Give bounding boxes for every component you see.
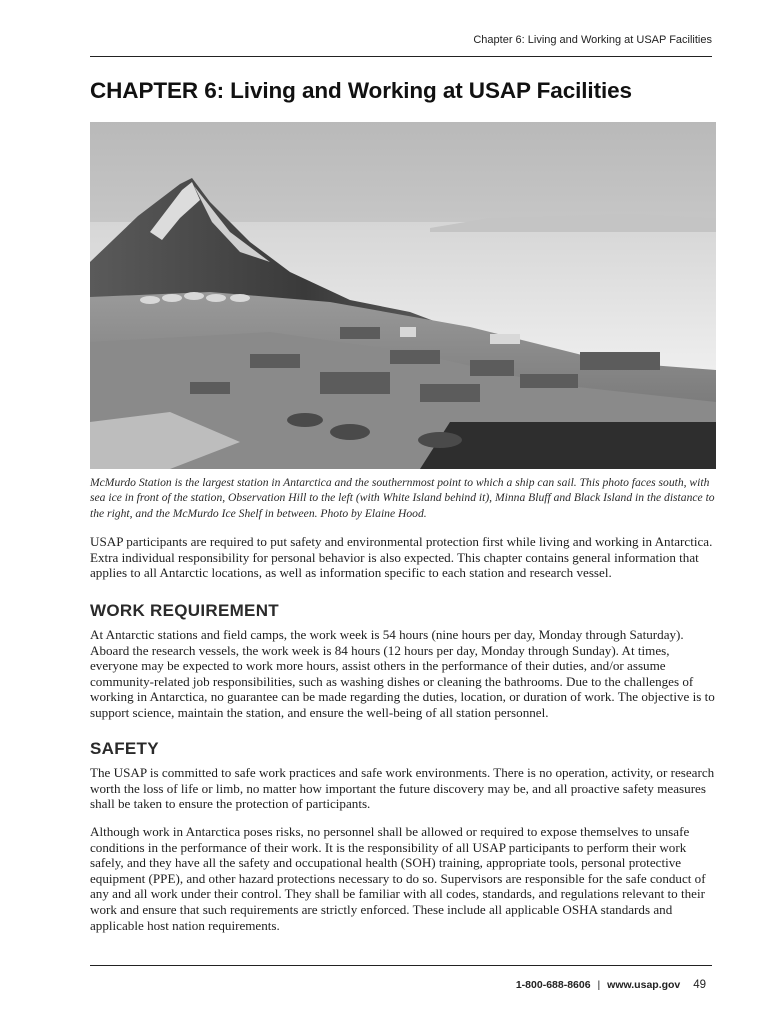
running-head: Chapter 6: Living and Working at USAP Facilities — [473, 34, 712, 46]
section-heading-work-requirement: WORK REQUIREMENT — [90, 601, 279, 620]
footer-rule — [90, 965, 712, 966]
safety-paragraph-1: The USAP is committed to safe work practices and safe work environments. There is no operation, activity, or research worth the loss of life or limb, no matter how important the future discovery may be, and all proactive safety measures shall be taken to ensure the protection of participants. — [90, 765, 715, 812]
intro-paragraph: USAP participants are required to put safety and environmental protection first while living and working in Antarctica. Extra individual responsibility for personal behavior is also expected. This chapter contains general information that applies to all Antarctic locations, as well as information specific to each station and research vessel. — [90, 534, 713, 581]
footer-separator: | — [597, 979, 601, 991]
safety-paragraph-2: Although work in Antarctica poses risks, no personnel shall be allowed or required to expose themselves to unsafe conditions in the performance of their work. It is the responsibility of all USAP participants to perform their work safely, and they have all the safety and occupational health (SOH) training, appropriate tools, personal protective equipment (PPE), and other hazard protections necessary to do so. Supervisors are responsible for the safe conduct of any and all work under their control. They shall be familiar with all codes, standards, and regulations relevant to their work and ensure that such requirements are strictly enforced. These include all applicable OSHA standards and applicable host nation requirements. — [90, 824, 706, 933]
chapter-title: CHAPTER 6: Living and Working at USAP Facilities — [90, 78, 632, 103]
page-footer — [516, 979, 706, 991]
footer-phone: 1-800-688-8606 — [515, 979, 591, 991]
page-number: 49 — [693, 979, 706, 991]
header-rule — [90, 56, 712, 57]
footer-website[interactable]: www.usap.gov — [607, 979, 681, 991]
mcmurdo-station-photo — [90, 122, 716, 469]
section-heading-safety: SAFETY — [90, 739, 159, 758]
work-requirement-paragraph: At Antarctic stations and field camps, the work week is 54 hours (nine hours per day, Monday through Saturday). Aboard the research vessels, the work week is 84 hours (12 hours per day, Monday through Sunday). At times, everyone may be expected to work more hours, assist others in the performance of their duties, and/or assume community-related job responsibilities, such as washing dishes or cleaning the bathrooms. Due to the challenges of working in Antarctica, no guarantee can be made regarding the duties, location, or duration of work. The objective is to support science, maintain the station, and ensure the well-being of all station personnel. — [90, 627, 715, 720]
photo-caption: McMurdo Station is the largest station in Antarctica and the southernmost point to which a ship can sail. This photo faces south, with sea ice in front of the station, Observation Hill to the left (with White Island behind it), Minna Bluff and Black Island in the distance to the right, and the McMurdo Ice Shelf in between. Photo by Elaine Hood. — [90, 476, 715, 520]
